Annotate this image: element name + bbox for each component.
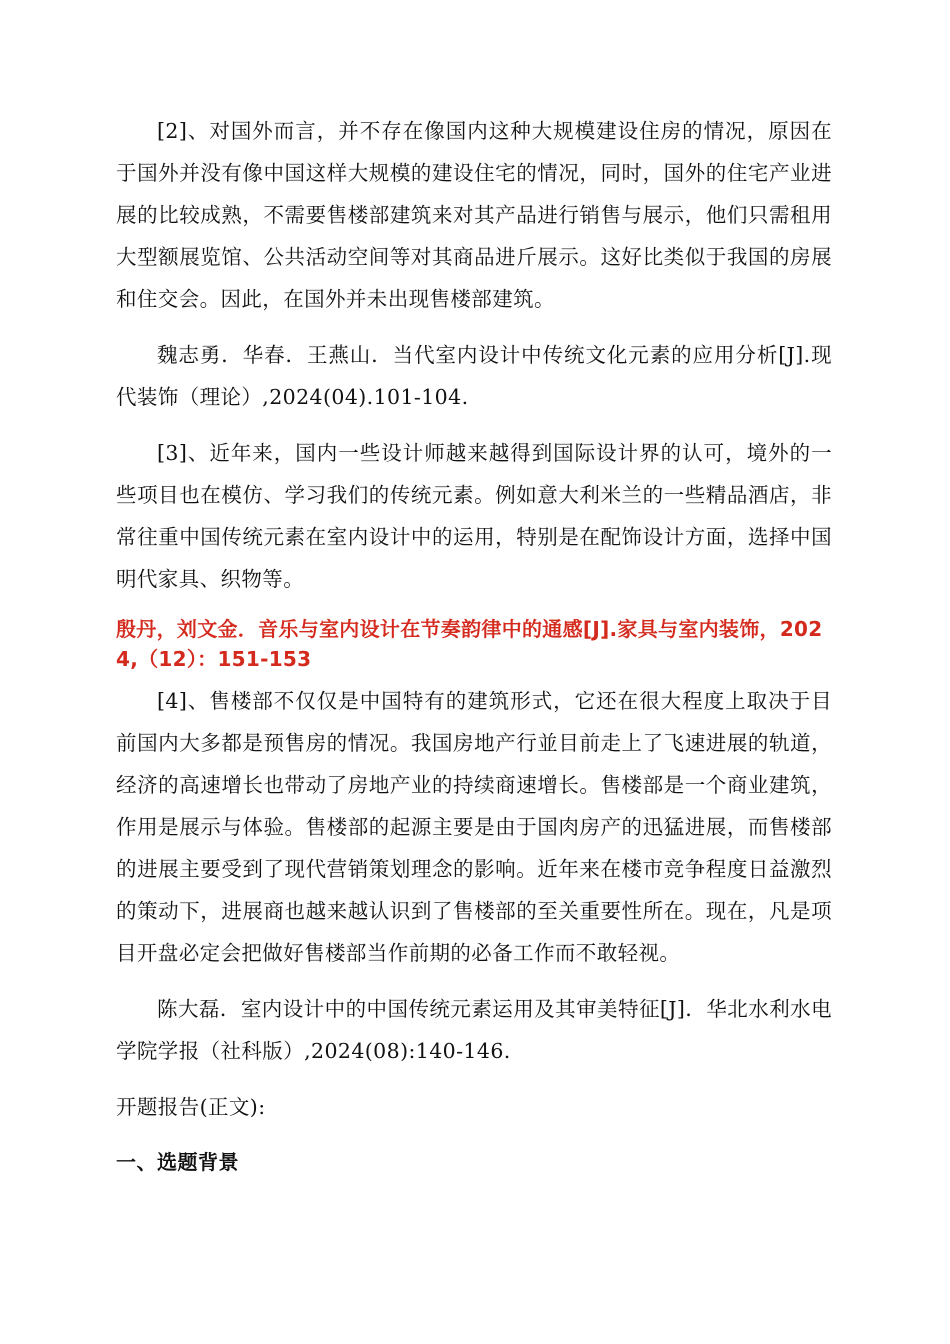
paragraph-ref-2: [2]、对国外而言，并不存在像国内这种大规模建设住房的情况，原因在于国外并没有像中国这样大规模的建设住宅的情况，同时，国外的住宅产业进展的比较成熟，不需要售楼部建筑来对其产品进行销售与展示，他们只需租用大型额展览馆、公共活动空间等对其商品进斤展示。这好比类似于我国的房展和住交会。因此，在国外并未出现售楼部建筑。 [116, 119, 832, 311]
document-page [116, 110, 832, 1182]
section-heading: 一、选题背景 [116, 1150, 239, 1174]
paragraph-ref-3: [3]、近年来，国内一些设计师越来越得到国际设计界的认可，境外的一些项目也在模仿、学习我们的传统元素。例如意大利米兰的一些精品酒店，非常往重中国传统元素在室内设计中的运用，特别是在配饰设计方面，选择中国明代家具、织物等。 [116, 441, 832, 591]
citation-chen: 陈大磊．室内设计中的中国传统元素运用及其审美特征[J]．华北水利水电学院学报（社科版）,2024(08):140-146. [116, 997, 832, 1063]
citation-wei: 魏志勇．华春．王燕山．当代室内设计中传统文化元素的应用分析[J].现代装饰（理论）,2024(04).101-104. [116, 343, 832, 409]
citation-yin-highlighted: 殷丹，刘文金．音乐与室内设计在节奏韵律中的通感[J].家具与室内装饰，2024,（12）：151-153 [116, 617, 823, 671]
report-label: 开题报告(正文): [116, 1095, 266, 1119]
paragraph-ref-4: [4]、售楼部不仅仅是中国特有的建筑形式，它还在很大程度上取决于目前国内大多都是预售房的情况。我国房地产行並目前走上了飞速进展的轨道，经济的高速增长也带动了房地产业的持续商速增长。售楼部是一个商业建筑，作用是展示与体验。售楼部的起源主要是由于国肉房产的迅猛进展，而售楼部的进展主要受到了现代营销策划理念的影响。近年来在楼市竞争程度日益激烈的策动下，进展商也越来越认识到了售楼部的至关重要性所在。现在，凡是项目开盘必定会把做好售楼部当作前期的必备工作而不敢轻视。 [116, 689, 832, 965]
